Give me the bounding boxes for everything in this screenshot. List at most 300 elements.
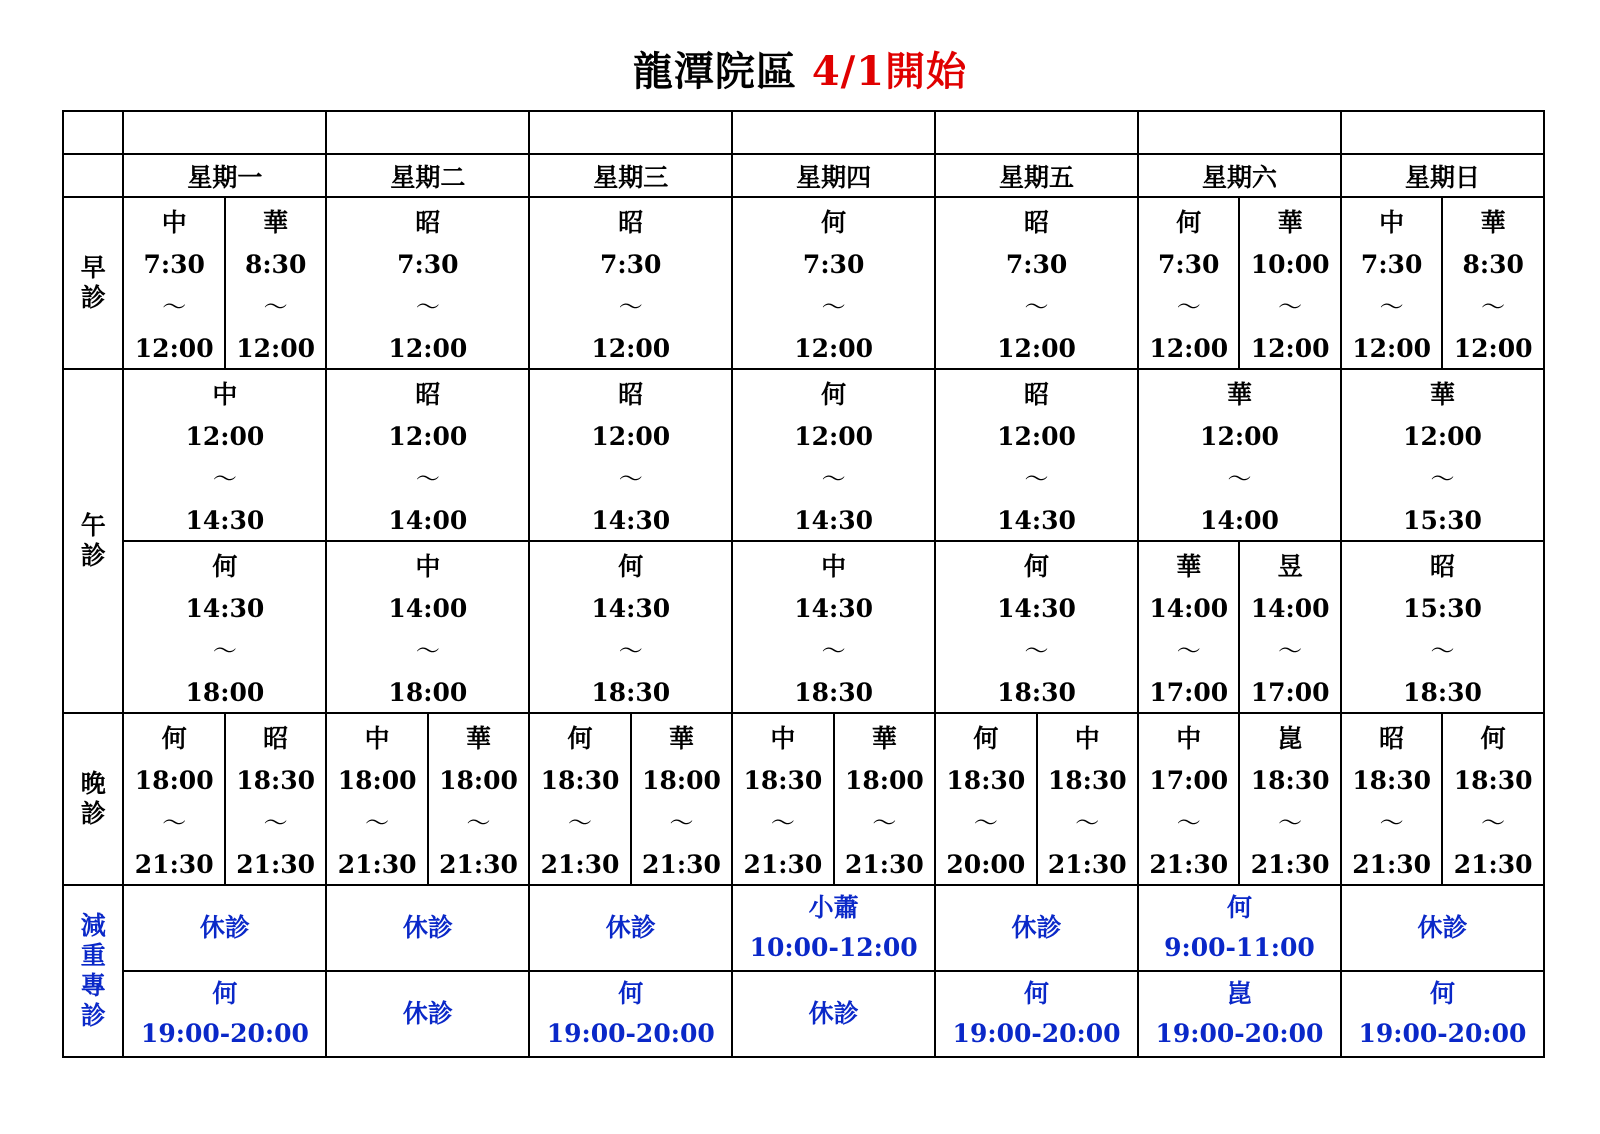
shift-cell xyxy=(1239,197,1340,369)
day-header: 星期四 xyxy=(732,154,935,197)
end-time: 18:00 xyxy=(185,678,265,707)
start-time: 18:00 xyxy=(134,766,214,795)
weight-loss-doctor: 休診 xyxy=(1011,913,1062,942)
shift-cell xyxy=(1239,541,1340,713)
shift xyxy=(1443,715,1543,883)
shift-cell xyxy=(326,197,529,369)
weight-loss-cell xyxy=(1341,885,1544,971)
shift-cell xyxy=(1442,713,1544,885)
end-time: 14:00 xyxy=(1200,506,1279,535)
start-time: 12:00 xyxy=(388,422,468,451)
end-time: 20:00 xyxy=(946,850,1026,879)
start-time: 12:00 xyxy=(185,422,265,451)
tilde: ～ xyxy=(263,809,288,837)
day-header: 星期二 xyxy=(326,154,529,197)
start-time: 14:30 xyxy=(591,594,671,623)
shift xyxy=(327,371,528,539)
end-time: 14:00 xyxy=(388,506,468,535)
start-time: 7:30 xyxy=(1158,250,1220,279)
start-time: 18:00 xyxy=(439,766,518,795)
tilde: ～ xyxy=(1481,293,1506,321)
weight-loss-time: 19:00-20:00 xyxy=(546,1019,715,1048)
weight-loss-doctor: 崑 xyxy=(1226,979,1252,1008)
tilde: ～ xyxy=(618,637,643,665)
start-time: 14:00 xyxy=(388,594,468,623)
start-time: 18:00 xyxy=(642,766,721,795)
start-time: 7:30 xyxy=(802,250,865,279)
row-morning xyxy=(63,197,1544,369)
tilde: ～ xyxy=(1176,809,1201,837)
end-time: 15:30 xyxy=(1403,506,1482,535)
day-header: 星期三 xyxy=(529,154,732,197)
end-time: 21:30 xyxy=(439,850,518,879)
end-time: 14:30 xyxy=(794,506,874,535)
tilde: ～ xyxy=(365,809,390,837)
doctor-name: 何 xyxy=(821,380,847,409)
start-time: 8:30 xyxy=(244,250,307,279)
shift-cell xyxy=(1037,713,1138,885)
tilde: ～ xyxy=(973,809,998,837)
doctor-name: 昭 xyxy=(618,208,644,237)
shift xyxy=(936,199,1137,367)
shift-cell xyxy=(326,541,529,713)
shift-cell xyxy=(225,197,326,369)
weight-loss-entry xyxy=(733,891,934,965)
weight-loss-doctor: 休診 xyxy=(605,913,656,942)
tilde: ～ xyxy=(1176,293,1201,321)
doctor-name: 昭 xyxy=(1024,380,1050,409)
start-time: 12:00 xyxy=(1200,422,1279,451)
weight-loss-entry xyxy=(936,911,1137,945)
shift xyxy=(835,715,934,883)
tilde: ～ xyxy=(1379,293,1404,321)
weight-loss-entry xyxy=(124,977,325,1051)
start-time: 12:00 xyxy=(997,422,1076,451)
start-time: 7:30 xyxy=(1360,250,1423,279)
start-time: 18:00 xyxy=(337,766,417,795)
start-time: 18:30 xyxy=(236,766,316,795)
shift-cell xyxy=(225,713,326,885)
shift xyxy=(1443,199,1543,367)
start-time: 12:00 xyxy=(591,422,671,451)
end-time: 12:00 xyxy=(1453,334,1533,363)
shift-cell xyxy=(123,713,224,885)
shift xyxy=(1240,715,1339,883)
start-time: 14:30 xyxy=(185,594,265,623)
tilde: ～ xyxy=(415,293,440,321)
tilde: ～ xyxy=(415,465,440,493)
weight-loss-doctor: 休診 xyxy=(808,999,859,1028)
doctor-name: 昭 xyxy=(1429,552,1455,581)
shift-cell xyxy=(1341,541,1544,713)
shift-cell xyxy=(935,713,1036,885)
shift-cell xyxy=(935,197,1138,369)
start-time: 15:30 xyxy=(1403,594,1482,623)
end-time: 12:00 xyxy=(388,334,468,363)
weight-loss-cell xyxy=(1138,885,1341,971)
shift-cell xyxy=(326,713,427,885)
doctor-name: 華 xyxy=(871,724,897,753)
start-time: 18:30 xyxy=(946,766,1026,795)
end-time: 14:30 xyxy=(591,506,671,535)
tilde: ～ xyxy=(1481,809,1506,837)
tilde: ～ xyxy=(1430,637,1455,665)
shift xyxy=(226,715,325,883)
start-time: 17:00 xyxy=(1149,766,1229,795)
start-time: 12:00 xyxy=(794,422,874,451)
shift-cell xyxy=(326,369,529,541)
shift-cell xyxy=(1138,541,1239,713)
weight-loss-entry xyxy=(327,997,528,1031)
tilde: ～ xyxy=(1176,637,1201,665)
start-time: 7:30 xyxy=(1005,250,1068,279)
title-main: 龍潭院區 xyxy=(632,48,812,95)
shift xyxy=(530,371,731,539)
end-time: 12:00 xyxy=(1149,334,1229,363)
tilde: ～ xyxy=(212,465,237,493)
tilde: ～ xyxy=(618,465,643,493)
weight-loss-doctor: 休診 xyxy=(402,999,453,1028)
doctor-name: 華 xyxy=(1277,208,1303,237)
doctor-name: 華 xyxy=(1429,380,1455,409)
shift xyxy=(936,543,1137,711)
row-weight_loss2 xyxy=(63,971,1544,1057)
start-time: 7:30 xyxy=(143,250,205,279)
blank-cell xyxy=(935,111,1138,154)
page-title xyxy=(0,40,1600,97)
shift xyxy=(733,543,934,711)
start-time: 8:30 xyxy=(1462,250,1524,279)
start-time: 18:30 xyxy=(1352,766,1432,795)
weight-loss-cell xyxy=(529,885,732,971)
tilde: ～ xyxy=(669,809,694,837)
weight-loss-label xyxy=(63,885,123,1057)
end-time: 21:30 xyxy=(1250,850,1330,879)
shift-cell xyxy=(428,713,529,885)
start-time: 14:30 xyxy=(997,594,1076,623)
weight-loss-entry xyxy=(1342,911,1543,945)
doctor-name: 中 xyxy=(770,724,796,753)
end-time: 18:00 xyxy=(388,678,468,707)
shift-cell xyxy=(529,197,732,369)
weight-loss-time: 9:00-11:00 xyxy=(1164,933,1315,962)
end-time: 14:30 xyxy=(997,506,1076,535)
tilde: ～ xyxy=(263,293,288,321)
shift xyxy=(733,715,832,883)
weight-loss-cell xyxy=(732,971,935,1057)
shift xyxy=(733,371,934,539)
tilde: ～ xyxy=(415,637,440,665)
shift-cell xyxy=(935,541,1138,713)
weight-loss-cell xyxy=(1341,971,1544,1057)
shift xyxy=(124,371,325,539)
tilde: ～ xyxy=(1278,809,1303,837)
weight-loss-entry xyxy=(936,977,1137,1051)
row-evening xyxy=(63,713,1544,885)
start-time: 7:30 xyxy=(397,250,459,279)
weight-loss-time: 19:00-20:00 xyxy=(140,1019,309,1048)
doctor-name: 何 xyxy=(567,724,593,753)
end-time: 12:00 xyxy=(236,334,316,363)
shift xyxy=(1342,199,1441,367)
blank-cell xyxy=(123,111,326,154)
weight-loss-time: 19:00-20:00 xyxy=(952,1019,1121,1048)
end-time: 14:30 xyxy=(185,506,265,535)
evening-label xyxy=(63,713,123,885)
end-time: 12:00 xyxy=(1352,334,1432,363)
start-time: 10:00 xyxy=(1250,250,1330,279)
doctor-name: 何 xyxy=(1176,208,1202,237)
shift-cell xyxy=(631,713,732,885)
shift xyxy=(530,199,731,367)
weight-loss-entry xyxy=(1139,891,1340,965)
shift xyxy=(1038,715,1137,883)
weight-loss-entry xyxy=(530,911,731,945)
end-time: 21:30 xyxy=(337,850,417,879)
doctor-name: 何 xyxy=(821,208,847,237)
end-time: 21:30 xyxy=(743,850,823,879)
weight-loss-doctor: 何 xyxy=(1429,979,1455,1008)
blank-cell xyxy=(326,111,529,154)
start-time: 7:30 xyxy=(600,250,662,279)
end-time: 21:30 xyxy=(642,850,721,879)
tilde: ～ xyxy=(618,293,643,321)
weight-loss-entry xyxy=(1342,977,1543,1051)
weight-loss-doctor: 休診 xyxy=(402,913,453,942)
end-time: 21:30 xyxy=(844,850,924,879)
doctor-name: 中 xyxy=(415,552,441,581)
tilde: ～ xyxy=(1024,637,1049,665)
shift xyxy=(226,199,325,367)
shift xyxy=(429,715,528,883)
tilde: ～ xyxy=(821,637,846,665)
end-time: 12:00 xyxy=(794,334,874,363)
shift-cell xyxy=(529,713,630,885)
weight-loss-cell xyxy=(326,971,529,1057)
shift xyxy=(327,715,426,883)
shift xyxy=(1240,543,1339,711)
morning-label xyxy=(63,197,123,369)
weight-loss-time: 19:00-20:00 xyxy=(1358,1019,1527,1048)
shift-cell xyxy=(1442,197,1544,369)
weight-loss-doctor: 何 xyxy=(212,979,238,1008)
doctor-name: 中 xyxy=(821,552,847,581)
blank-header-row xyxy=(63,111,1544,154)
weight-loss-doctor: 何 xyxy=(618,979,644,1008)
afternoon-label xyxy=(63,369,123,713)
day-header: 星期一 xyxy=(123,154,326,197)
row-afternoon1 xyxy=(63,369,1544,541)
weight-loss-time: 10:00-12:00 xyxy=(749,933,918,962)
shift xyxy=(124,715,223,883)
weight-loss-doctor: 休診 xyxy=(199,913,250,942)
shift-cell xyxy=(732,541,935,713)
shift-cell xyxy=(529,541,732,713)
shift xyxy=(936,371,1137,539)
shift-cell xyxy=(732,713,833,885)
end-time: 17:00 xyxy=(1250,678,1330,707)
shift-cell xyxy=(529,369,732,541)
day-header: 星期日 xyxy=(1341,154,1544,197)
doctor-name: 中 xyxy=(1379,208,1405,237)
end-time: 18:30 xyxy=(591,678,671,707)
weight-loss-cell xyxy=(1138,971,1341,1057)
doctor-name: 中 xyxy=(161,208,187,237)
shift xyxy=(530,543,731,711)
row-afternoon2 xyxy=(63,541,1544,713)
shift-cell xyxy=(1341,369,1544,541)
end-time: 17:00 xyxy=(1149,678,1229,707)
weight-loss-cell xyxy=(732,885,935,971)
start-time: 18:30 xyxy=(1453,766,1533,795)
tilde: ～ xyxy=(162,293,187,321)
shift xyxy=(1139,715,1238,883)
morning-label-text: 早診 xyxy=(80,253,106,312)
corner-cell xyxy=(63,111,123,154)
shift-cell xyxy=(1138,713,1239,885)
shift-cell xyxy=(732,197,935,369)
tilde: ～ xyxy=(212,637,237,665)
blank-cell xyxy=(529,111,732,154)
tilde: ～ xyxy=(1278,637,1303,665)
tilde: ～ xyxy=(872,809,897,837)
weight-loss-entry xyxy=(327,911,528,945)
evening-label-text: 晚診 xyxy=(80,769,106,828)
doctor-name: 華 xyxy=(668,724,694,753)
weight-loss-entry xyxy=(733,997,934,1031)
doctor-name: 昱 xyxy=(1277,552,1303,581)
shift-cell xyxy=(732,369,935,541)
start-time: 14:00 xyxy=(1149,594,1229,623)
weight-loss-cell xyxy=(529,971,732,1057)
end-time: 12:00 xyxy=(134,334,214,363)
shift xyxy=(1139,199,1238,367)
shift-cell xyxy=(123,369,326,541)
shift xyxy=(733,199,934,367)
afternoon-label-text: 午診 xyxy=(80,511,106,570)
shift-cell xyxy=(1138,197,1239,369)
end-time: 21:30 xyxy=(540,850,620,879)
doctor-name: 華 xyxy=(263,208,289,237)
shift xyxy=(1342,715,1441,883)
tilde: ～ xyxy=(1227,465,1252,493)
end-time: 18:30 xyxy=(997,678,1076,707)
end-time: 21:30 xyxy=(1453,850,1533,879)
row-weight_loss1 xyxy=(63,885,1544,971)
doctor-name: 華 xyxy=(1176,552,1202,581)
schedule-table xyxy=(62,110,1545,1058)
shift-cell xyxy=(123,197,224,369)
tilde: ～ xyxy=(1278,293,1303,321)
start-time: 18:30 xyxy=(1047,766,1127,795)
shift xyxy=(1342,371,1543,539)
shift-cell xyxy=(1341,197,1442,369)
weight-loss-doctor: 小蕭 xyxy=(808,893,859,922)
shift-cell xyxy=(935,369,1138,541)
doctor-name: 昭 xyxy=(415,208,441,237)
doctor-name: 昭 xyxy=(415,380,441,409)
end-time: 18:30 xyxy=(1403,678,1482,707)
day-header: 星期五 xyxy=(935,154,1138,197)
doctor-name: 華 xyxy=(466,724,492,753)
tilde: ～ xyxy=(1024,293,1049,321)
weight-loss-doctor: 休診 xyxy=(1417,913,1468,942)
doctor-name: 中 xyxy=(364,724,390,753)
shift-cell xyxy=(1138,369,1341,541)
end-time: 21:30 xyxy=(134,850,214,879)
shift xyxy=(530,715,629,883)
doctor-name: 中 xyxy=(212,380,238,409)
tilde: ～ xyxy=(1024,465,1049,493)
doctor-name: 何 xyxy=(973,724,999,753)
day-header: 星期六 xyxy=(1138,154,1341,197)
tilde: ～ xyxy=(821,465,846,493)
start-time: 18:30 xyxy=(1250,766,1330,795)
end-time: 12:00 xyxy=(997,334,1076,363)
doctor-name: 昭 xyxy=(1379,724,1405,753)
tilde: ～ xyxy=(1379,809,1404,837)
end-time: 12:00 xyxy=(1250,334,1330,363)
shift xyxy=(936,715,1035,883)
doctor-name: 昭 xyxy=(618,380,644,409)
shift-cell xyxy=(1341,713,1442,885)
shift-cell xyxy=(834,713,935,885)
blank-cell xyxy=(732,111,935,154)
start-time: 14:30 xyxy=(794,594,874,623)
doctor-name: 中 xyxy=(1074,724,1100,753)
weight-loss-label-text: 減重專診 xyxy=(80,911,106,1030)
day-header-row xyxy=(63,154,1544,197)
start-time: 18:30 xyxy=(743,766,823,795)
weight-loss-cell xyxy=(935,971,1138,1057)
shift-cell xyxy=(1239,713,1340,885)
blank-cell xyxy=(1341,111,1544,154)
shift xyxy=(632,715,731,883)
weight-loss-entry xyxy=(530,977,731,1051)
doctor-name: 何 xyxy=(212,552,238,581)
shift xyxy=(1342,543,1543,711)
doctor-name: 昭 xyxy=(263,724,289,753)
end-time: 21:30 xyxy=(1149,850,1229,879)
shift xyxy=(327,543,528,711)
weight-loss-cell xyxy=(123,885,326,971)
shift xyxy=(124,543,325,711)
weight-loss-doctor: 何 xyxy=(1024,979,1050,1008)
tilde: ～ xyxy=(466,809,491,837)
end-time: 21:30 xyxy=(236,850,316,879)
doctor-name: 崑 xyxy=(1277,724,1303,753)
end-time: 21:30 xyxy=(1352,850,1432,879)
tilde: ～ xyxy=(162,809,187,837)
weight-loss-entry xyxy=(1139,977,1340,1051)
doctor-name: 何 xyxy=(618,552,644,581)
weight-loss-doctor: 何 xyxy=(1226,893,1252,922)
weight-loss-cell xyxy=(935,885,1138,971)
tilde: ～ xyxy=(568,809,592,837)
doctor-name: 華 xyxy=(1480,208,1506,237)
end-time: 18:30 xyxy=(794,678,874,707)
doctor-name: 中 xyxy=(1176,724,1202,753)
weight-loss-time: 19:00-20:00 xyxy=(1155,1019,1324,1048)
tilde: ～ xyxy=(1075,809,1100,837)
day-corner-cell xyxy=(63,154,123,197)
start-time: 18:30 xyxy=(540,766,620,795)
tilde: ～ xyxy=(821,293,846,321)
start-time: 12:00 xyxy=(1403,422,1482,451)
shift xyxy=(1139,371,1340,539)
end-time: 21:30 xyxy=(1047,850,1127,879)
doctor-name: 何 xyxy=(1480,724,1506,753)
